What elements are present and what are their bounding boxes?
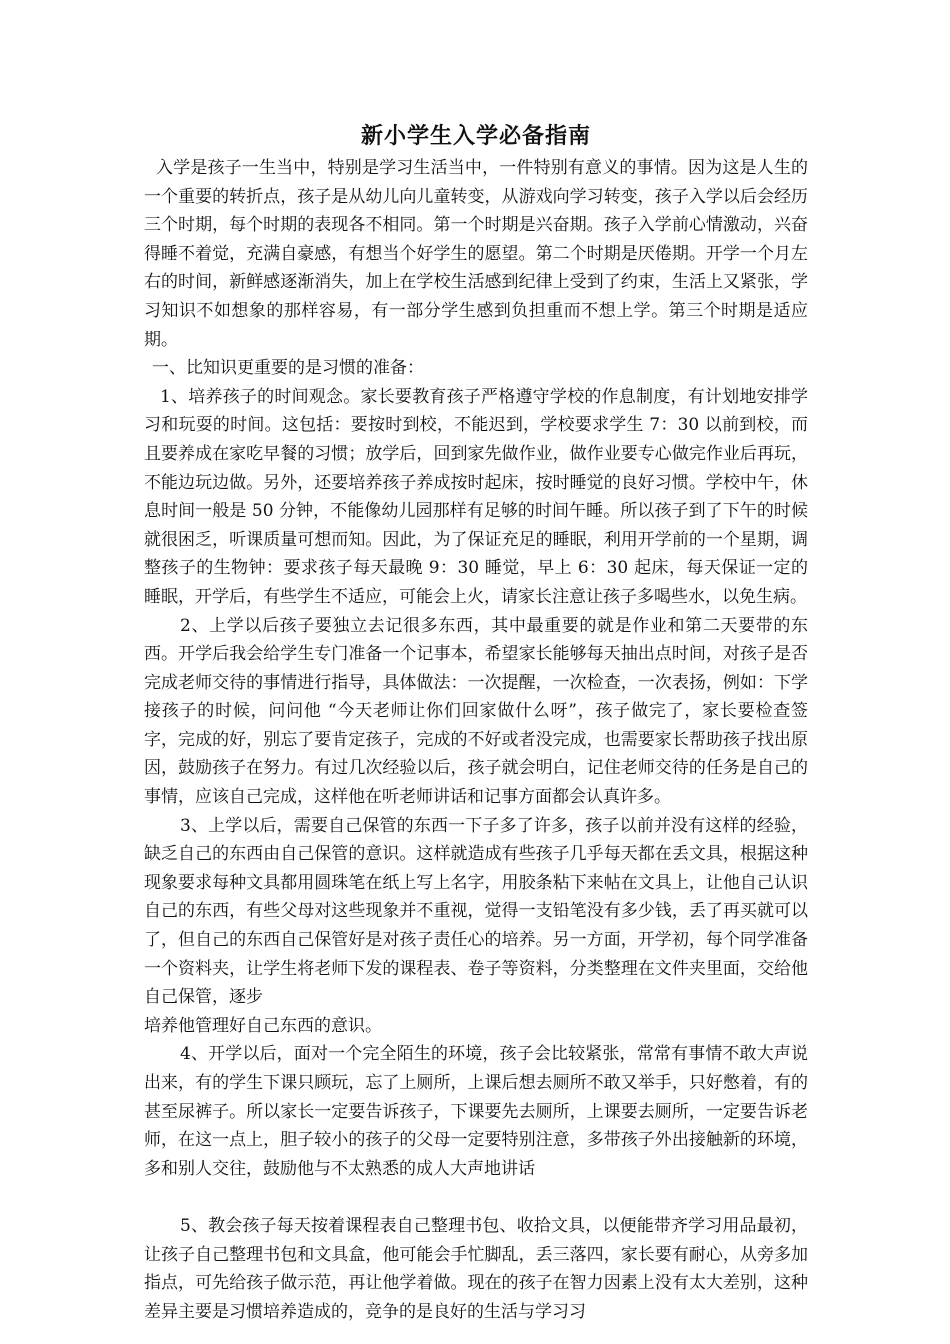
section-heading: 一、比知识更重要的是习惯的准备： (152, 358, 424, 379)
item-5-paragraph: 5、教会孩子每天按着课程表自己整理书包、收拾文具，以便能带齐学习用品最初，让孩子自己整理书包和文具盒，他可能会手忙脚乱，丢三落四，家长要有耐心，从旁多加指点，可先给孩子做示范，再让他学着做。现在的孩子在智力因素上没有太大差别，这种差异主要是习惯培养造成的，竞争的是良好的生活与学习习 (144, 1215, 808, 1322)
item-3-paragraph: 3、上学以后，需要自己保管的东西一下子多了许多，孩子以前并没有这样的经验，缺乏自己的东西由自己保管的意识。这样就造成有些孩子几乎每天都在丢文具，根据这种现象要求每种文具都用圆珠笔在纸上写上名字，用胶条粘下来帖在文具上，让他自己认识自己的东西，有些父母对这些现象并不重视，觉得一支铅笔没有多少钱，丢了再买就可以了，但自己的东西自己保管好是对孩子责任心的培养。另一方面，开学初，每个同学准备一个资料夹，让学生将老师下发的课程表、卷子等资料，分类整理在文件夹里面，交给他自己保管，逐步 (144, 815, 808, 1008)
blank-line (144, 1183, 808, 1212)
document-title: 新小学生入学必备指南 (360, 123, 591, 149)
item-2-paragraph: 2、上学以后孩子要独立去记很多东西，其中最重要的就是作业和第二天要带的东西。开学后我会给学生专门准备一个记事本，希望家长能够每天抽出点时间，对孩子是否完成老师交待的事情进行指导，具体做法：一次提醒，一次检查，一次表扬，例如：下学接孩子的时候，问问他 “今天老师让你们回家做什么呀”，孩子做完了，家长要检查签字，完成的好，别忘了要肯定孩子，完成的不好或者没完成，也需要家长帮助孩子找出原因，鼓励孩子在努力。有过几次经验以后，孩子就会明白，记住老师交待的任务是自己的事情，应该自己完成，这样他在听老师讲话和记事方面都会认真许多。 (144, 615, 808, 808)
item-1-paragraph: 1、培养孩子的时间观念。家长要教育孩子严格遵守学校的作息制度，有计划地安排学习和玩耍的时间。这包括：要按时到校，不能迟到，学校要求学生 7：30 以前到校，而且要养成在家吃早餐的习惯；放学后，回到家先做作业，做作业要专心做完作业后再玩，不能边玩边做。另外，还要培养孩子养成按时起床，按时睡觉的良好习惯。学校中午，休息时间一般是 50 分钟，不能像幼儿园那样有足够的时间午睡。所以孩子到了下午的时候就很困乏，听课质量可想而知。因此，为了保证充足的睡眠，利用开学前的一个星期，调整孩子的生物钟：要求孩子每天最晚 9：30 睡觉，早上 6：30 起床，每天保证一定的睡眠，开学后，有些学生不适应，可能会上火，请家长注意让孩子多喝些水，以免生病。 (144, 386, 808, 607)
document-page (144, 118, 808, 1326)
item-3-tail: 培养他管理好自己东西的意识。 (144, 1015, 382, 1036)
intro-paragraph: 入学是孩子一生当中，特别是学习生活当中，一件特别有意义的事情。因为这是人生的一个重要的转折点，孩子是从幼儿向儿童转变，从游戏向学习转变，孩子入学以后会经历三个时期，每个时期的表现各不相同。第一个时期是兴奋期。孩子入学前心情激动，兴奋得睡不着觉，充满自豪感，有想当个好学生的愿望。第二个时期是厌倦期。开学一个月左右的时间，新鲜感逐渐消失，加上在学校生活感到纪律上受到了约束，生活上又紧张，学习知识不如想象的那样容易，有一部分学生感到负担重而不想上学。第三个时期是适应期。 (144, 158, 808, 350)
item-4-paragraph: 4、开学以后，面对一个完全陌生的环境，孩子会比较紧张，常常有事情不敢大声说出来，有的学生下课只顾玩，忘了上厕所，上课后想去厕所不敢又举手，只好憋着，有的甚至尿裤子。所以家长一定要告诉孩子，下课要先去厕所，上课要去厕所，一定要告诉老师，在这一点上，胆子较小的孩子的父母一定要特别注意，多带孩子外出接触新的环境，多和别人交往，鼓励他与不太熟悉的成人大声地讲话 (144, 1044, 808, 1179)
